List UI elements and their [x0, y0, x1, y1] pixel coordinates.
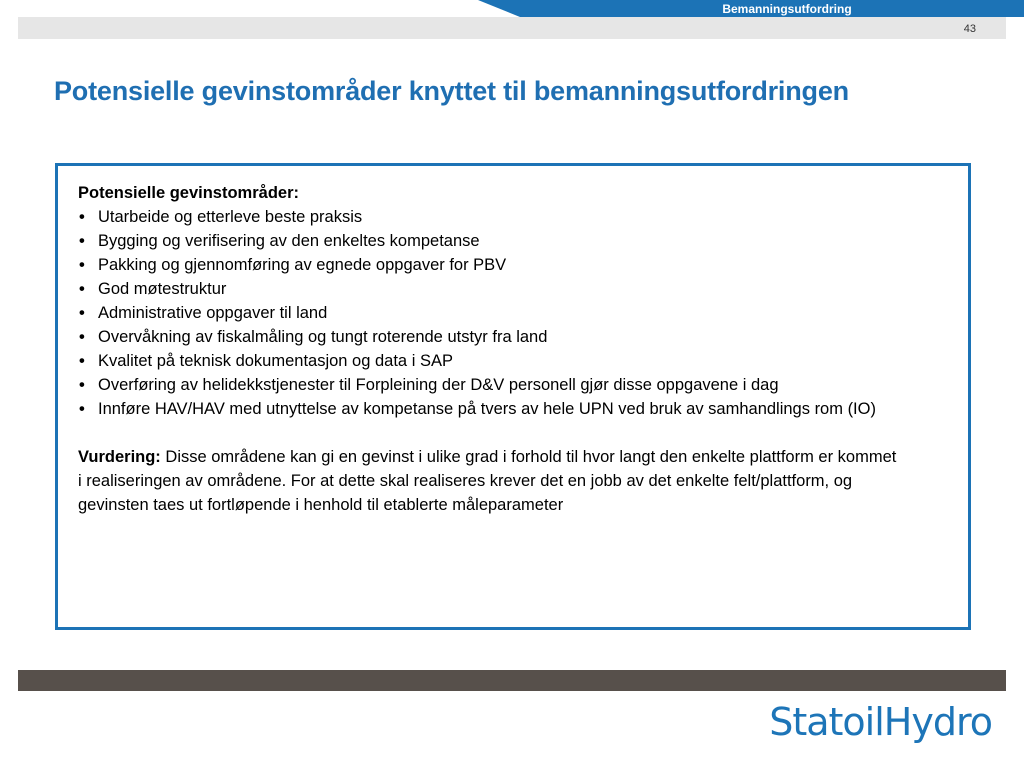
bullet-item [78, 277, 958, 301]
bullet-text: Utarbeide og etterleve beste praksis [98, 208, 363, 226]
bullet-text: Bygging og verifisering av den enkeltes kompetanse [98, 232, 480, 250]
bullet-dot-icon: • [79, 328, 85, 346]
bullet-item [78, 397, 958, 421]
page-number: 43 [963, 23, 976, 35]
bullet-item [78, 205, 958, 229]
assessment [78, 445, 898, 517]
bullet-item [78, 301, 958, 325]
bullet-text: Pakking og gjennomføring av egnede oppgaver for PBV [98, 256, 507, 274]
content-heading: Potensielle gevinstområder: [78, 184, 299, 202]
bullet-text: Kvalitet på teknisk dokumentasjon og data i SAP [98, 352, 453, 370]
bullet-text: Overføring av helidekkstjenester til Forpleining der D&V personell gjør disse oppgavene i dag [98, 376, 779, 394]
header-strip [18, 17, 1006, 39]
bullet-item [78, 253, 958, 277]
bullet-dot-icon: • [79, 280, 85, 298]
content-box [55, 163, 971, 630]
bullet-dot-icon: • [79, 352, 85, 370]
bullet-list [78, 205, 958, 421]
assessment-label: Vurdering: [78, 448, 161, 466]
bullet-text: Administrative oppgaver til land [98, 304, 328, 322]
content-body [78, 181, 958, 517]
statoilhydro-logo: StatoilHydro [769, 700, 992, 744]
bullet-item [78, 229, 958, 253]
bullet-text: Innføre HAV/HAV med utnyttelse av kompetanse på tvers av hele UPN ved bruk av samhandlings rom (IO) [98, 400, 876, 418]
bullet-item [78, 325, 958, 349]
bullet-item [78, 373, 958, 397]
bullet-dot-icon: • [79, 400, 85, 418]
bullet-dot-icon: • [79, 304, 85, 322]
bullet-dot-icon: • [79, 376, 85, 394]
section-label: Bemanningsutfordring [722, 2, 852, 16]
bullet-text: God møtestruktur [98, 280, 227, 298]
page-title: Potensielle gevinstområder knyttet til bemanningsutfordringen [54, 76, 849, 106]
assessment-text: Disse områdene kan gi en gevinst i ulike grad i forhold til hvor langt den enkelte plattform er kommet i realiseringen av områdene. For at dette skal realiseres krever det en jobb av det enkelte felt/plattform, og gevinsten taes ut fortløpende i henhold til etablerte måleparameter [78, 448, 897, 514]
bullet-dot-icon: • [79, 256, 85, 274]
bullet-dot-icon: • [79, 232, 85, 250]
bullet-dot-icon: • [79, 208, 85, 226]
footer-bar [18, 670, 1006, 691]
bullet-item [78, 349, 958, 373]
bullet-text: Overvåkning av fiskalmåling og tungt roterende utstyr fra land [98, 328, 548, 346]
